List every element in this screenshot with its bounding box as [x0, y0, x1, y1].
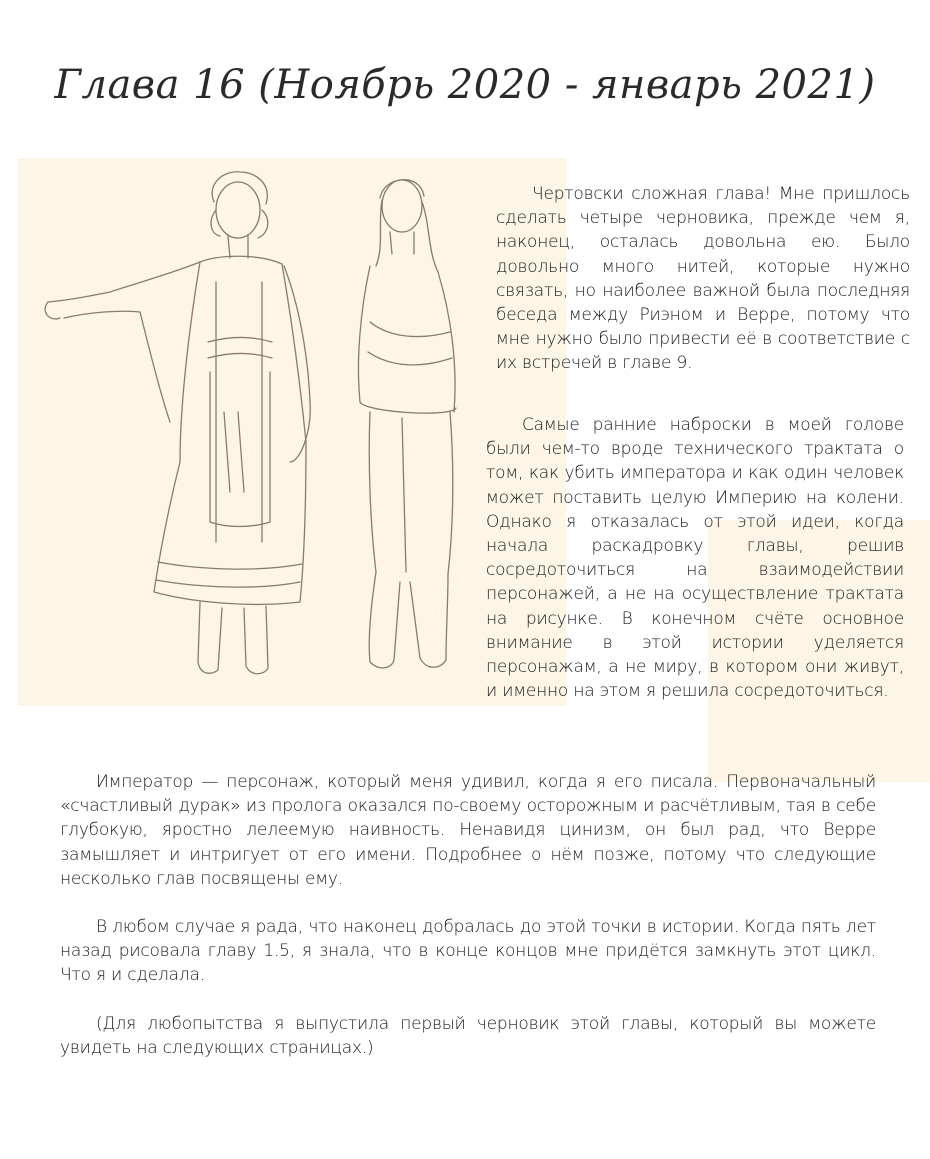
- closing-paragraphs-block: [60, 770, 876, 1060]
- intro-paragraph-block: [496, 182, 910, 376]
- scarf-figure-sketch: [358, 180, 456, 668]
- sketches-paragraph-block: [486, 413, 904, 703]
- paragraph: (Для любопытства я выпустила первый черновик этой главы, который вы можете увидеть на следующих страницах.): [60, 1013, 876, 1058]
- paragraph: Самые ранние наброски в моей голове были чем-то вроде технического трактата о том, как убить императора и как один человек может поставить целую Империю на колени. Однако я отказалась от этой идеи, когда начала раскадровку главы, решив сосредоточиться на взаимодействии персонажей, а не на осуществление трактата на рисунке. В конечном счёте основное внимание в этой истории уделяется персонажам, а не миру, в котором они живут, и именно на этом я решила сосредоточиться.: [486, 415, 904, 702]
- paragraph: В любом случае я рада, что наконец добралась до этой точки в истории. Когда пять лет назад рисовала главу 1.5, я знала, что в конце концов мне придётся замкнуть этот цикл. Что я и сделала.: [60, 917, 876, 986]
- paragraph: Чертовски сложная глава! Мне пришлось сделать четыре черновика, прежде чем я, наконец, осталась довольна ею. Было довольно много нитей, которые нужно связать, но наиболее важной была последняя беседа между Риэном и Верре, потому что мне нужно было привести её в соответствие с их встречей в главе 9.: [496, 184, 910, 374]
- paragraph: Император — персонаж, который меня удивил, когда я его писала. Первоначальный «счастливый дурак» из пролога оказался по-своему осторожным и расчётливым, тая в себе глубокую, яростно лелеемую наивность. Ненавидя цинизм, он был рад, что Верре замышляет и интригует от его имени. Подробнее о нём позже, потому что следующие несколько глав посвящены ему.: [60, 772, 876, 889]
- character-sketch-icon: [30, 162, 500, 702]
- robed-figure-sketch: [45, 172, 310, 674]
- page-title: Глава 16 (Ноябрь 2020 - январь 2021): [54, 62, 876, 108]
